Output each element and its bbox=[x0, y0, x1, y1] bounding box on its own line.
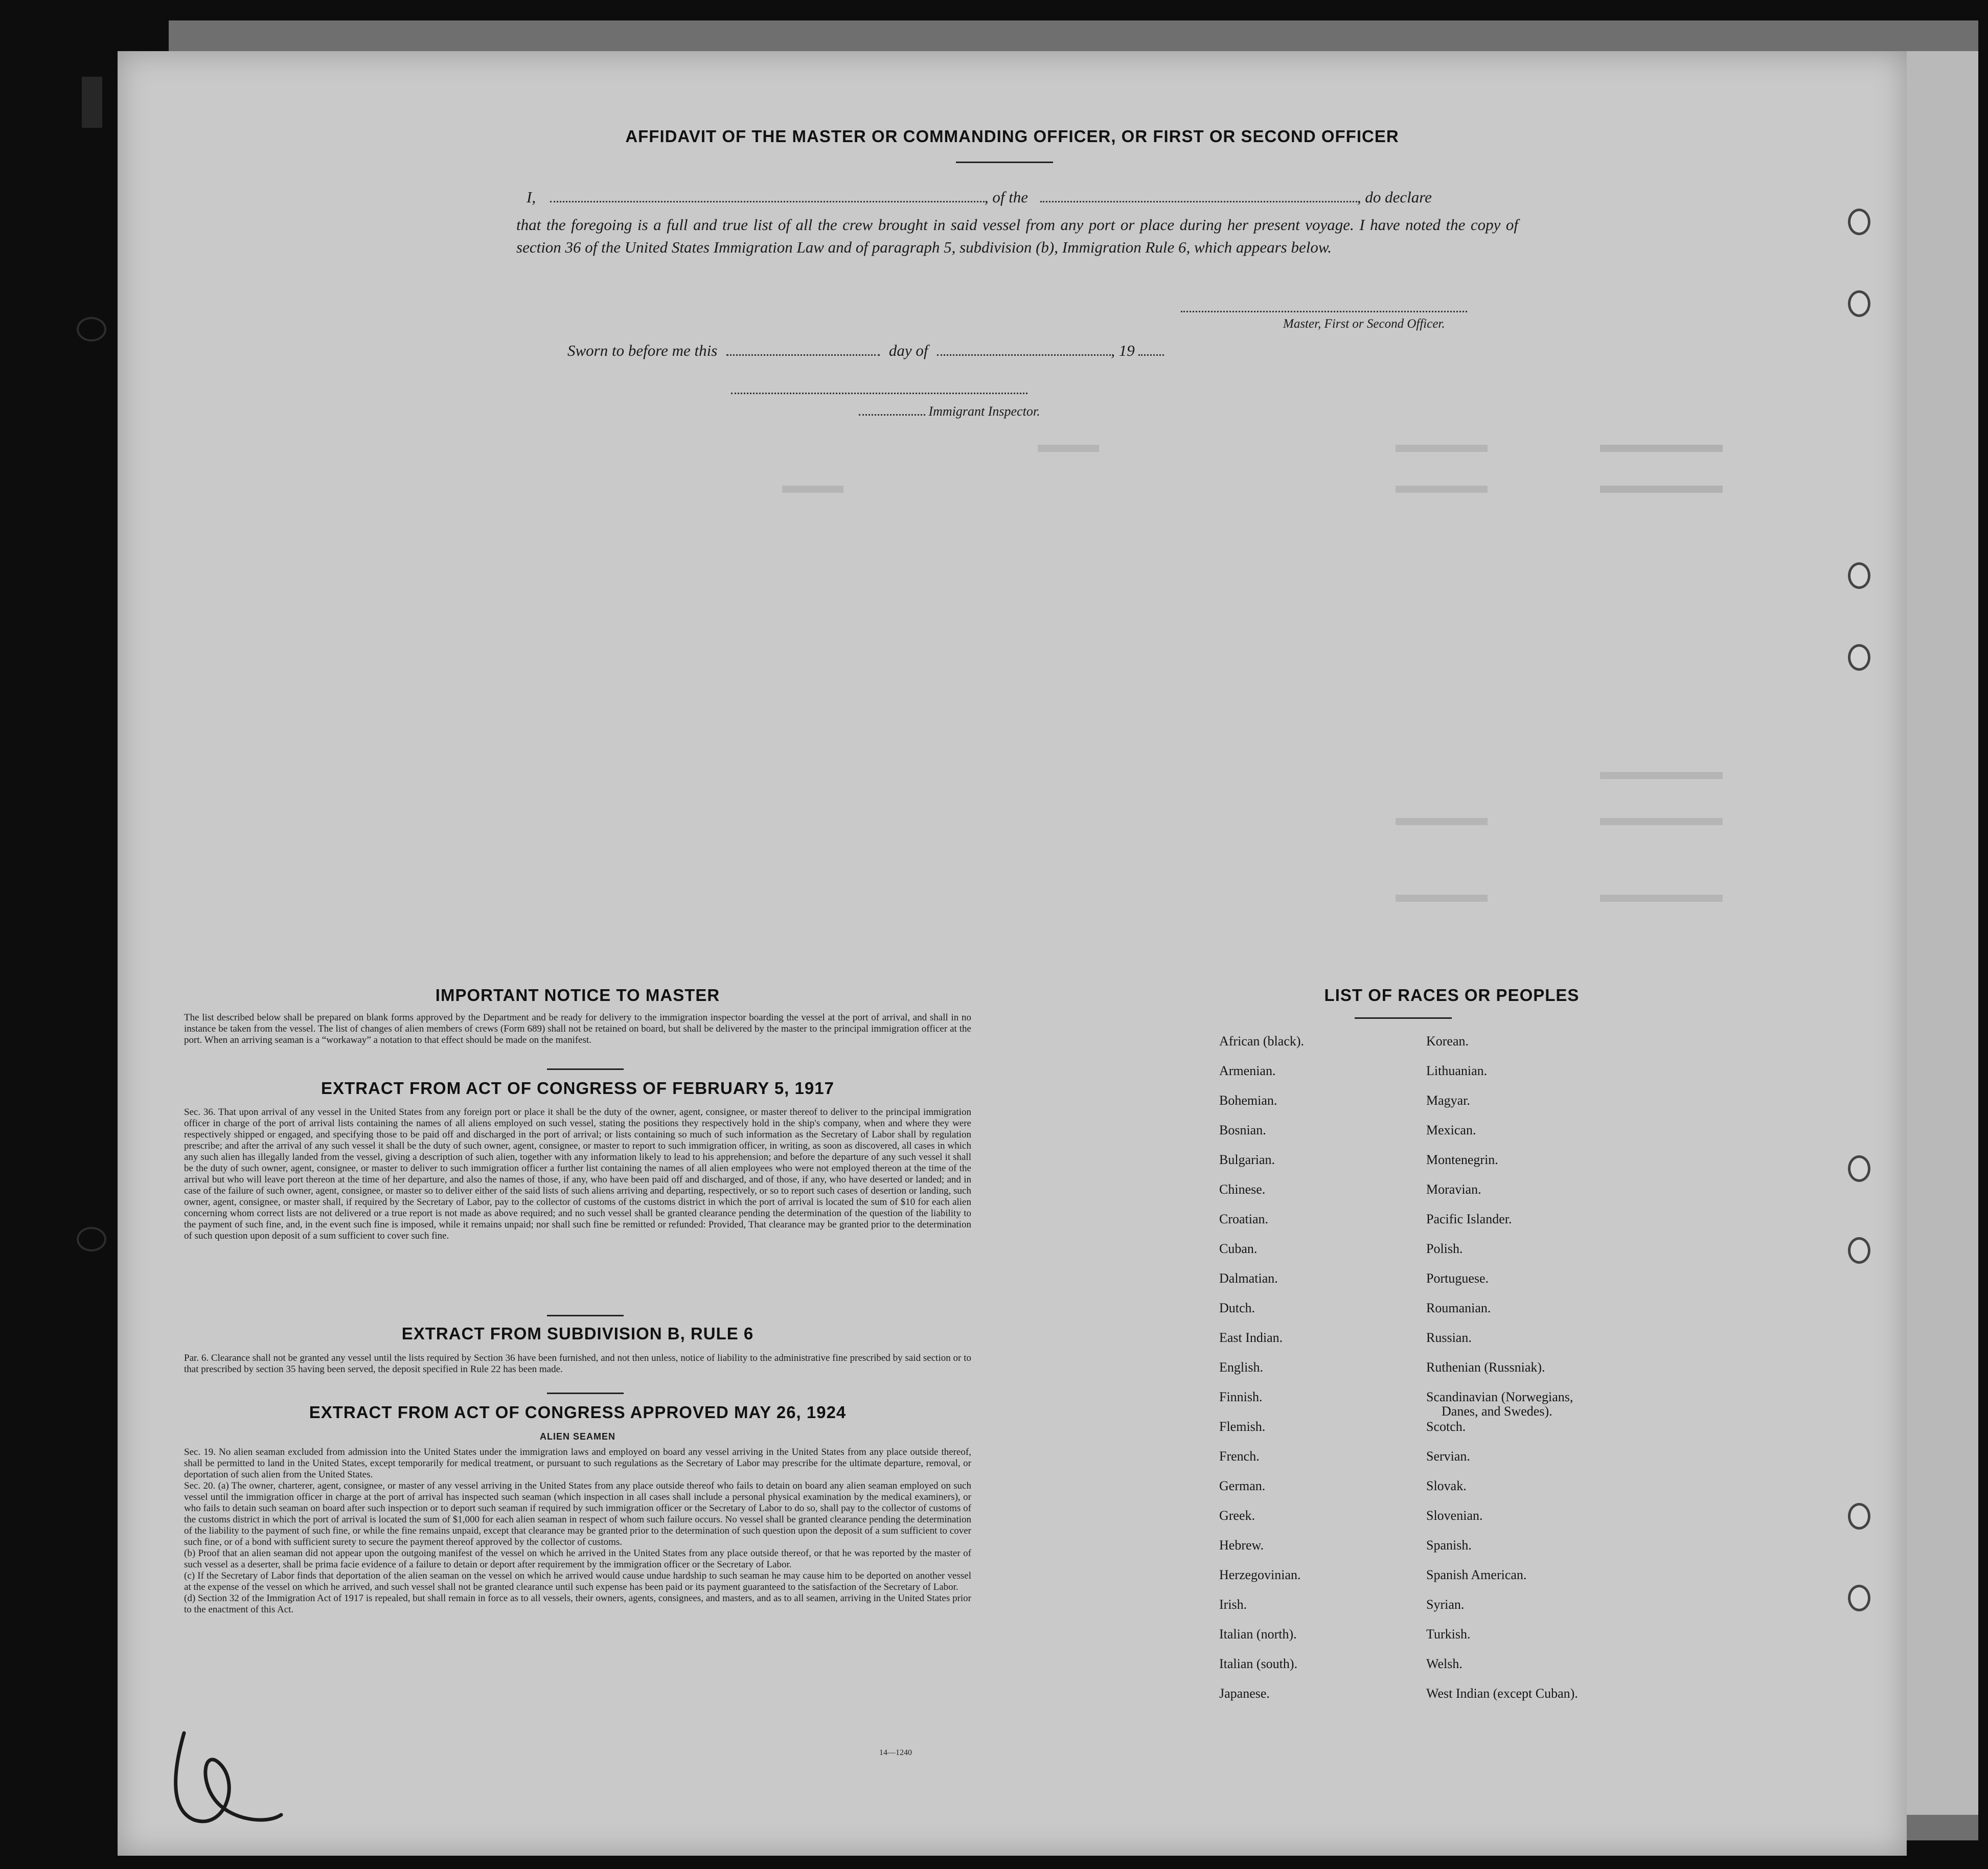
race-item: Moravian. bbox=[1426, 1182, 1481, 1197]
race-item: Roumanian. bbox=[1426, 1301, 1491, 1315]
race-item: Croatian. bbox=[1219, 1212, 1269, 1226]
form-number: 14—1240 bbox=[879, 1748, 912, 1757]
race-item: Hebrew. bbox=[1219, 1538, 1264, 1553]
inspector-label-row bbox=[859, 404, 1040, 419]
race-item: Slovenian. bbox=[1426, 1508, 1483, 1523]
i-label: I, bbox=[527, 188, 536, 206]
inspector-label: Immigrant Inspector. bbox=[928, 404, 1040, 419]
scan-edge-marks bbox=[0, 0, 118, 1869]
race-item: Magyar. bbox=[1426, 1093, 1470, 1108]
affidavit-title: AFFIDAVIT OF THE MASTER OR COMMANDING OFFICER, OR FIRST OR SECOND OFFICER bbox=[625, 127, 1399, 146]
race-item: Korean. bbox=[1426, 1034, 1469, 1049]
race-item: Bulgarian. bbox=[1219, 1152, 1275, 1167]
race-item: Dalmatian. bbox=[1219, 1271, 1278, 1286]
race-item: Armenian. bbox=[1219, 1063, 1276, 1078]
race-item: English. bbox=[1219, 1360, 1263, 1375]
declaration-line bbox=[527, 188, 1651, 207]
sworn-line bbox=[567, 341, 1334, 360]
race-item: Cuban. bbox=[1219, 1241, 1258, 1256]
race-item: Herzegovinian. bbox=[1219, 1567, 1301, 1582]
sec-19-text: Sec. 19. No alien seaman excluded from admission into the United States under the immigration laws and employed on board any vessel arriving in the United States from any place outside thereof, shall be permitted to land in the United States, except temporarily for medical treatment, or pursuant to such regulations as the Secretary of Labor may prescribe for the ultimate departure, removal, or deportation of such alien from the United States. bbox=[184, 1447, 971, 1480]
races-left-column bbox=[1219, 1034, 1424, 1716]
extract-rule6-text: Par. 6. Clearance shall not be granted any vessel until the lists required by Section 36 have been furnished, and not then unless, notice of liability to the administrative fine prescribed by said section or to that prescribed by section 35 having been served, the deposit specified in Rule 22 has been made. bbox=[184, 1353, 971, 1375]
sec-20b-text: (b) Proof that an alien seaman did not appear upon the outgoing manifest of the vessel on which he arrived in the United States from any place outside thereof, or that he was reported by the master of such vessel as a deserter, shall be prima facie evidence of a failure to detain or deport after requirement by the immigration officer or the Secretary of Labor. bbox=[184, 1548, 971, 1570]
race-item: Italian (north). bbox=[1219, 1627, 1297, 1642]
sec-20a-text: Sec. 20. (a) The owner, charterer, agent, consignee, or master of any vessel arriving in the United States from any place outside thereof who fails to detain on board any alien seaman employed on such vessel until the immigration officer in charge at the port of arrival has inspected such seaman (which inspection in all cases shall include a personal physical examination by the medical examiners), or who fails to detain such seaman on board after such inspection or to deport such seaman if required by such immigration officer or the Secretary of Labor to do so, shall pay to the collector of customs of the customs district in which the port of arrival is located the sum of $1,000 for each alien seaman in respect of whom such failure occurs. No vessel shall be granted clearance pending the determination of the liability to the payment of such fine, or while the fine remains unpaid, except that clearance may be granted prior to the determination of such question upon the deposit of a sum sufficient to cover such fine, or of a bond with sufficient surety to secure the payment thereof approved by the collector of customs. bbox=[184, 1480, 971, 1547]
sec-20d-text: (d) Section 32 of the Immigration Act of 1917 is repealed, but shall remain in force as to all vessels, their owners, agents, consignees, and masters, and as to all seamen, arriving in the United States prior to the enactment of this Act. bbox=[184, 1593, 971, 1615]
race-item: Turkish. bbox=[1426, 1627, 1471, 1642]
races-right-column bbox=[1426, 1034, 1682, 1716]
notice-text: The list described below shall be prepared on blank forms approved by the Department and be ready for delivery to the immigration inspector boarding the vessel at the port of arrival, and shall in no instance be taken from the vessel. The list of changes of alien members of crews (Form 689) shall not be retained on board, but shall be delivered by the master to the principal immigration officer at the port. When an arriving seaman is a “workaway” a notation to that effect should be made on the manifest. bbox=[184, 1012, 971, 1045]
title-underline bbox=[956, 162, 1053, 163]
day-of-label: day of bbox=[888, 341, 928, 359]
section-divider bbox=[547, 1315, 624, 1316]
extract-1924-body bbox=[184, 1447, 971, 1615]
do-declare-label: , do declare bbox=[1357, 188, 1432, 206]
vessel-field[interactable] bbox=[1040, 196, 1357, 202]
race-item: Ruthenian (Russniak). bbox=[1426, 1360, 1545, 1375]
pen-flourish-mark bbox=[164, 1723, 296, 1835]
name-field[interactable] bbox=[550, 196, 985, 202]
race-item: Syrian. bbox=[1426, 1597, 1465, 1612]
binder-hole-icon bbox=[1848, 1155, 1870, 1182]
race-item: Greek. bbox=[1219, 1508, 1255, 1523]
notice-title: IMPORTANT NOTICE TO MASTER bbox=[435, 986, 720, 1005]
race-item: Montenegrin. bbox=[1426, 1152, 1498, 1167]
race-item: Mexican. bbox=[1426, 1123, 1476, 1137]
race-item: Polish. bbox=[1426, 1241, 1463, 1256]
extract-rule6-title: EXTRACT FROM SUBDIVISION B, RULE 6 bbox=[401, 1324, 754, 1343]
extract-1917-text: Sec. 36. That upon arrival of any vessel in the United States from any foreign port or place it shall be the duty of the owner, agent, consignee, or master thereof to deliver to the principal immigration officer in charge of the port of arrival lists containing the names of all aliens employed on such vessel, stating the positions they respectively hold in the ship's company, when and where they were respectively shipped or engaged, and specifying those to be paid off and discharged in the port of arrival; or lists containing so much of such information as the Secretary of Labor shall by regulation prescribe; and after the arrival of any such vessel it shall be the duty of such owner, agent, consignee, or master to report to such immigration officer, in writing, as soon as discovered, all cases in which any such alien has illegally landed from the vessel, giving a description of such alien, together with any information likely to lead to his apprehension; and before the departure of any such vessel it shall be the duty of such owner, agent, consignee, or master to deliver to such immigration officer a further list containing the names of all alien employees who were not employed thereon at the time of the arrival but who will leave port thereon at the time of her departure, and also the names of those, if any, who have been paid off and discharged, and of those, if any, who have deserted or landed; and in case of the failure of such owner, agent, consignee, or master so to deliver either of the said lists of such aliens arriving and departing, respectively, or so to report such cases of desertion or landing, such owner, agent, consignee, or master shall, if required by the Secretary of Labor, pay to the collector of customs of the customs district in which the port of arrival is located the sum of $10 for each alien concerning whom correct lists are not delivered or a true report is not made as above required; and no such vessel shall be granted clearance pending the determination of the question of the liability to the payment of such fine, and, in the event such fine is imposed, while it remains unpaid; nor shall such fine be remitted or refunded: Provided, That clearance may be granted prior to the determination of such question upon deposit of a sum sufficient to cover such fine. bbox=[184, 1107, 971, 1241]
race-item: Bosnian. bbox=[1219, 1123, 1266, 1137]
race-item: Irish. bbox=[1219, 1597, 1247, 1612]
binder-hole-icon bbox=[1848, 1503, 1870, 1530]
declaration-body: that the foregoing is a full and true list of all the crew brought in said vessel from any port or place during her present voyage. I have noted the copy of section 36 of the United States Immigration Law and of paragraph 5, subdivision (b), Immigration Rule 6, which appears below. bbox=[516, 216, 1518, 256]
alien-seamen-subtitle: ALIEN SEAMEN bbox=[539, 1431, 615, 1442]
sworn-label: Sworn to before me this bbox=[567, 341, 718, 359]
extract-1924-title: EXTRACT FROM ACT OF CONGRESS APPROVED MAY 26, 1924 bbox=[309, 1403, 847, 1422]
race-item: French. bbox=[1219, 1449, 1260, 1464]
race-item: Finnish. bbox=[1219, 1389, 1263, 1404]
sworn-month-field[interactable] bbox=[937, 349, 1111, 356]
race-item: Dutch. bbox=[1219, 1301, 1255, 1315]
race-item: Slovak. bbox=[1426, 1478, 1467, 1493]
race-item: Pacific Islander. bbox=[1426, 1212, 1512, 1226]
section-divider bbox=[547, 1393, 624, 1394]
race-item: Japanese. bbox=[1219, 1686, 1270, 1701]
race-item: Spanish. bbox=[1426, 1538, 1472, 1553]
sworn-day-field[interactable] bbox=[726, 349, 880, 356]
inspector-signature-line[interactable] bbox=[731, 393, 1027, 394]
race-item: Italian (south). bbox=[1219, 1656, 1298, 1671]
signature-label: Master, First or Second Officer. bbox=[1283, 317, 1445, 331]
sec-20c-text: (c) If the Secretary of Labor finds that deportation of the alien seaman on the vessel on which he arrived would cause undue hardship to such seaman he may cause him to be deported on another vessel at the expense of the vessel on which he arrived, and such vessel shall not be granted clearance until such expense has been paid or its payment guaranteed to the satisfaction of the Secretary of Labor. bbox=[184, 1570, 971, 1592]
document-page bbox=[118, 51, 1907, 1856]
race-item: West Indian (except Cuban). bbox=[1426, 1686, 1578, 1701]
race-item: Servian. bbox=[1426, 1449, 1470, 1464]
race-item: Chinese. bbox=[1219, 1182, 1266, 1197]
race-item: Welsh. bbox=[1426, 1656, 1463, 1671]
race-item: German. bbox=[1219, 1478, 1266, 1493]
year-label: , 19 bbox=[1111, 341, 1135, 359]
section-divider bbox=[547, 1068, 624, 1070]
race-item: East Indian. bbox=[1219, 1330, 1283, 1345]
race-item: Scandinavian (Norwegians, bbox=[1426, 1389, 1573, 1404]
extract-1917-title: EXTRACT FROM ACT OF CONGRESS OF FEBRUARY 5, 1917 bbox=[321, 1079, 834, 1098]
race-item: Bohemian. bbox=[1219, 1093, 1277, 1108]
race-item: Flemish. bbox=[1219, 1419, 1266, 1434]
race-item-continued: Danes, and Swedes). bbox=[1442, 1404, 1552, 1419]
race-item: African (black). bbox=[1219, 1034, 1305, 1049]
sworn-year-field[interactable] bbox=[1138, 349, 1164, 356]
races-title: LIST OF RACES OR PEOPLES bbox=[1324, 986, 1580, 1005]
race-item: Scotch. bbox=[1426, 1419, 1466, 1434]
of-the-label: , of the bbox=[984, 188, 1029, 206]
race-item: Lithuanian. bbox=[1426, 1063, 1488, 1078]
binder-hole-icon bbox=[1848, 1237, 1870, 1264]
race-item: Spanish American. bbox=[1426, 1567, 1527, 1582]
binder-hole-icon bbox=[1848, 1585, 1870, 1611]
races-title-underline bbox=[1355, 1017, 1452, 1019]
signature-line[interactable] bbox=[1181, 311, 1467, 312]
inspector-prefix-field[interactable] bbox=[859, 409, 925, 416]
race-item: Russian. bbox=[1426, 1330, 1472, 1345]
race-item: Portuguese. bbox=[1426, 1271, 1489, 1286]
